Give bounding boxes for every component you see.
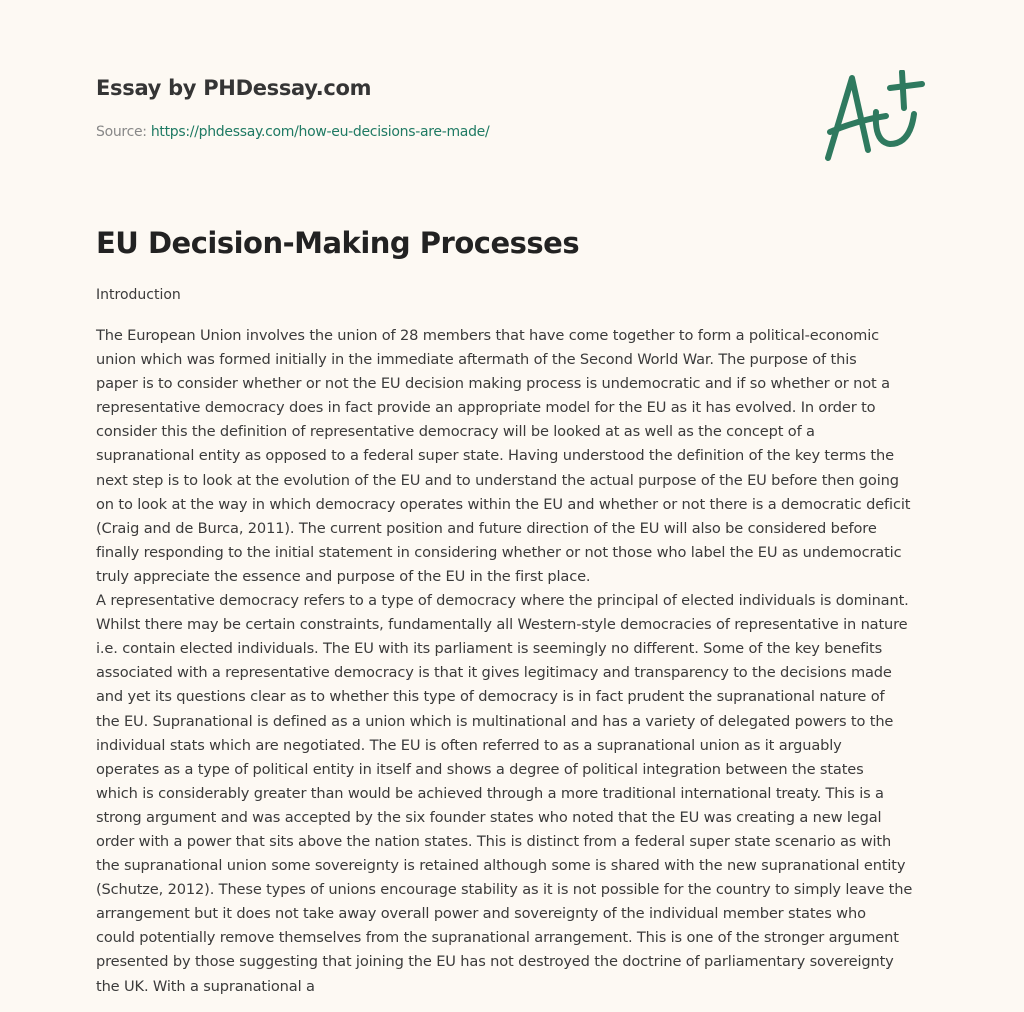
paragraph-line: the UK. With a supranational a [96, 977, 315, 995]
paragraph-line: and yet its questions clear as to whether this type of democracy is in fact prudent the supranational nature of [96, 688, 885, 706]
paragraph-line: presented by those suggesting that joining the EU has not destroyed the doctrine of parliamentary sovereignty [96, 953, 894, 971]
paragraph-line: finally responding to the initial statement in considering whether or not those who label the EU as undemocratic [96, 543, 902, 561]
paragraph-line: associated with a representative democracy is that it gives legitimacy and transparency to the decisions made [96, 664, 892, 682]
paragraph-line: which is considerably greater than would be achieved through a more traditional international treaty. This is a [96, 784, 884, 802]
paragraph-line: union which was formed initially in the immediate aftermath of the Second World War. The purpose of this [96, 351, 857, 369]
a-plus-logo-icon [818, 70, 928, 170]
paragraph-line: on to look at the way in which democracy operates within the EU and whether or not there is a democratic deficit [96, 495, 911, 513]
paragraph-line: arrangement but it does not take away overall power and sovereignty of the individual member states who [96, 905, 866, 923]
source-label: Source: [96, 124, 147, 140]
paragraph-line: (Schutze, 2012). These types of unions encourage stability as it is not possible for the country to simply leave the [96, 881, 913, 899]
paragraph-line: representative democracy does in fact provide an appropriate model for the EU as it has evolved. In order to [96, 399, 876, 417]
paragraph-line: the EU. Supranational is defined as a union which is multinational and has a variety of delegated powers to the [96, 712, 894, 730]
section-heading: Introduction [96, 287, 181, 303]
essay-title: EU Decision-Making Processes [96, 226, 580, 260]
essay-paragraph [96, 324, 956, 589]
paragraph-line: i.e. contain elected individuals. The EU with its parliament is seemingly no different. Some of the key benefits [96, 640, 883, 658]
paragraph-line: supranational entity as opposed to a federal super state. Having understood the definition of the key terms the [96, 447, 894, 465]
paragraph-line: Whilst there may be certain constraints, fundamentally all Western-style democracies of representative in nature [96, 616, 908, 634]
paragraph-line: operates as a type of political entity in itself and shows a degree of political integration between the states [96, 760, 864, 778]
site-brand: Essay by PHDessay.com [96, 76, 372, 100]
paragraph-line: the supranational union some sovereignty is retained although some is shared with the new supranational entity [96, 857, 906, 875]
essay-body [96, 324, 956, 999]
paragraph-line: The European Union involves the union of 28 members that have come together to form a political-economic [96, 327, 879, 344]
paragraph-line: order with a power that sits above the nation states. This is distinct from a federal super state scenario as with [96, 832, 892, 850]
paragraph-line: paper is to consider whether or not the EU decision making process is undemocratic and if so whether or not a [96, 375, 890, 393]
paragraph-line: could potentially remove themselves from the supranational arrangement. This is one of the stronger argument [96, 929, 899, 947]
essay-paragraph [96, 589, 956, 999]
paragraph-line: individual stats which are negotiated. The EU is often referred to as a supranational union as it arguably [96, 736, 842, 754]
paragraph-line: consider this the definition of representative democracy will be looked at as well as the concept of a [96, 423, 815, 441]
paragraph-line: truly appreciate the essence and purpose of the EU in the first place. [96, 567, 591, 585]
paragraph-line: (Craig and de Burca, 2011). The current position and future direction of the EU will also be considered before [96, 519, 877, 537]
paragraph-line: A representative democracy refers to a type of democracy where the principal of elected individuals is dominant. [96, 592, 909, 610]
source-link[interactable]: https://phdessay.com/how-eu-decisions-are-made/ [150, 124, 490, 140]
paragraph-line: strong argument and was accepted by the six founder states who noted that the EU was creating a new legal [96, 808, 882, 826]
paragraph-line: next step is to look at the evolution of the EU and to understand the actual purpose of the EU before then going [96, 471, 899, 489]
source-line [96, 124, 489, 140]
